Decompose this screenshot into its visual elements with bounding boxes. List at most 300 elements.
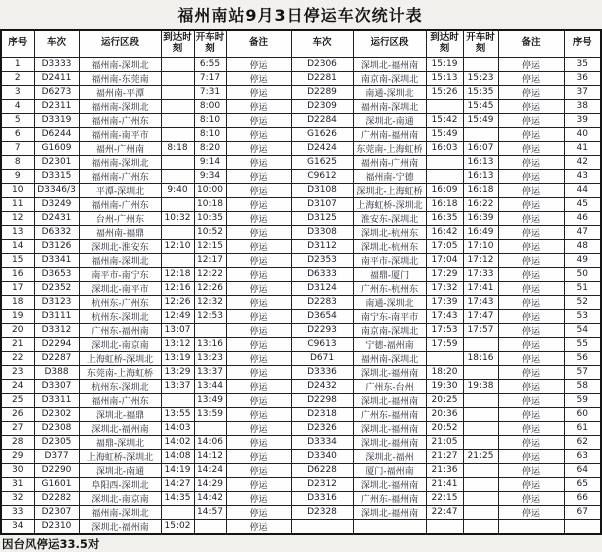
cell-section-left: 杭州东-广州东 <box>79 295 161 309</box>
cell-remark-right: 停运 <box>498 393 564 407</box>
cell-seq-right: 44 <box>564 183 601 197</box>
cell-depart-left: 14:06 <box>194 435 226 449</box>
cell-train-right: D2284 <box>291 113 353 127</box>
cell-train-left: D3249 <box>34 197 79 211</box>
table-row <box>1 85 601 99</box>
table-row <box>1 57 601 71</box>
cell-section-right: 东莞南-上海虹桥 <box>353 141 426 155</box>
cell-remark-left: 停运 <box>226 155 291 169</box>
cell-arrive-left: 15:02 <box>161 519 194 534</box>
cell-section-left: 东莞南-上海虹桥 <box>79 365 161 379</box>
cell-section-right: 深圳北-杭州东 <box>353 239 426 253</box>
cell-remark-left: 停运 <box>226 351 291 365</box>
cell-train-right: G1625 <box>291 155 353 169</box>
cell-seq-left: 34 <box>1 519 34 534</box>
table-row <box>1 323 601 337</box>
table-row <box>1 197 601 211</box>
cell-train-right: D3124 <box>291 281 353 295</box>
cell-remark-left: 停运 <box>226 337 291 351</box>
cell-train-left: D3653 <box>34 267 79 281</box>
table-row <box>1 267 601 281</box>
cell-depart-left: 6:55 <box>194 57 226 71</box>
cell-arrive-left: 14:02 <box>161 435 194 449</box>
cell-section-left: 福州南-广州东 <box>79 393 161 407</box>
cell-arrive-left: 12:16 <box>161 281 194 295</box>
cell-depart-left: 13:16 <box>194 337 226 351</box>
cell-depart-left: 9:14 <box>194 155 226 169</box>
cell-arrive-left: 10:32 <box>161 211 194 225</box>
cell-arrive-left: 13:37 <box>161 379 194 393</box>
cell-train-left: D3312 <box>34 323 79 337</box>
cell-seq-left: 8 <box>1 155 34 169</box>
col-header-seq-left: 序号 <box>1 30 34 57</box>
cell-arrive-left <box>161 155 194 169</box>
cell-train-left: D2307 <box>34 505 79 519</box>
cell-depart-left: 8:00 <box>194 99 226 113</box>
cell-seq-left: 30 <box>1 463 34 477</box>
cell-depart-left: 10:18 <box>194 197 226 211</box>
cell-arrive-right: 20:25 <box>426 393 463 407</box>
cell-depart-left: 14:24 <box>194 463 226 477</box>
cell-section-left: 深圳北-福州南 <box>79 421 161 435</box>
cell-arrive-right: 15:42 <box>426 113 463 127</box>
cell-remark-left: 停运 <box>226 421 291 435</box>
cell-seq-right: 39 <box>564 113 601 127</box>
cell-depart-right <box>463 519 498 534</box>
cell-train-right: D2353 <box>291 253 353 267</box>
cell-train-left: D6332 <box>34 225 79 239</box>
cell-seq-right: 45 <box>564 197 601 211</box>
cell-arrive-left <box>161 393 194 407</box>
cell-train-right: D3308 <box>291 225 353 239</box>
cell-seq-left: 14 <box>1 239 34 253</box>
cell-remark-right: 停运 <box>498 71 564 85</box>
cell-seq-left: 6 <box>1 127 34 141</box>
cell-depart-left: 9:34 <box>194 169 226 183</box>
cell-remark-right: 停运 <box>498 491 564 505</box>
cell-remark-left: 停运 <box>226 225 291 239</box>
cell-remark-right: 停运 <box>498 127 564 141</box>
cell-arrive-right: 15:13 <box>426 71 463 85</box>
cell-train-left: D2431 <box>34 211 79 225</box>
cell-section-left: 福州南-深圳北 <box>79 155 161 169</box>
cell-seq-right: 59 <box>564 393 601 407</box>
cell-train-right: D2293 <box>291 323 353 337</box>
cell-remark-right: 停运 <box>498 449 564 463</box>
cell-depart-right: 16:13 <box>463 155 498 169</box>
cell-seq-right: 43 <box>564 169 601 183</box>
cell-section-right: 深圳北-福州南 <box>353 393 426 407</box>
table-row <box>1 183 601 197</box>
cell-seq-right: 42 <box>564 155 601 169</box>
cell-seq-left: 5 <box>1 113 34 127</box>
col-header-section-right: 运行区段 <box>353 30 426 57</box>
cell-remark-right: 停运 <box>498 421 564 435</box>
cell-remark-right: 停运 <box>498 365 564 379</box>
cell-arrive-right: 21:36 <box>426 463 463 477</box>
cell-seq-left: 24 <box>1 379 34 393</box>
cell-depart-right <box>463 127 498 141</box>
cell-depart-left: 12:53 <box>194 309 226 323</box>
cell-section-left: 福州南-深圳北 <box>79 57 161 71</box>
cell-arrive-left <box>161 127 194 141</box>
cell-depart-right: 17:10 <box>463 239 498 253</box>
cell-section-right: 深圳北-福州南 <box>353 57 426 71</box>
cell-remark-left: 停运 <box>226 169 291 183</box>
cell-arrive-left: 13:55 <box>161 407 194 421</box>
cell-depart-right: 17:57 <box>463 323 498 337</box>
cell-section-right: 淮安东-深圳北 <box>353 211 426 225</box>
cell-section-left: 福州南-南平市 <box>79 127 161 141</box>
cell-section-left: 福州南-福鼎 <box>79 225 161 239</box>
cell-seq-right: 48 <box>564 239 601 253</box>
cell-arrive-right: 19:30 <box>426 379 463 393</box>
col-header-remark-left: 备注 <box>226 30 291 57</box>
table-row <box>1 337 601 351</box>
cell-section-left: 福州南-东莞南 <box>79 71 161 85</box>
table-row <box>1 477 601 491</box>
cell-train-left: D388 <box>34 365 79 379</box>
cell-depart-right: 17:43 <box>463 295 498 309</box>
cell-seq-right <box>564 519 601 534</box>
cell-train-left: D2352 <box>34 281 79 295</box>
cell-depart-left: 7:17 <box>194 71 226 85</box>
cell-arrive-right: 16:18 <box>426 197 463 211</box>
cell-arrive-left: 13:19 <box>161 351 194 365</box>
cell-section-left: 福州南-深圳北 <box>79 99 161 113</box>
table-row <box>1 239 601 253</box>
cell-seq-left: 11 <box>1 197 34 211</box>
cell-seq-right: 54 <box>564 323 601 337</box>
cell-remark-left: 停运 <box>226 407 291 421</box>
cell-section-right: 深圳北-福州南 <box>353 477 426 491</box>
cell-remark-right: 停运 <box>498 351 564 365</box>
cell-seq-right: 63 <box>564 449 601 463</box>
cell-remark-left: 停运 <box>226 435 291 449</box>
cell-seq-left: 1 <box>1 57 34 71</box>
header-row <box>1 30 601 57</box>
cell-remark-right: 停运 <box>498 183 564 197</box>
col-header-arrive-left: 到达时刻 <box>161 30 194 57</box>
page-title: 福州南站9月3日停运车次统计表 <box>177 6 423 25</box>
cell-remark-left: 停运 <box>226 113 291 127</box>
cell-train-right: D3334 <box>291 435 353 449</box>
cell-depart-left: 14:29 <box>194 477 226 491</box>
cell-section-right: 福州南-深圳北 <box>353 351 426 365</box>
cell-section-left: 深圳北-淮安东 <box>79 239 161 253</box>
cell-depart-right: 16:22 <box>463 197 498 211</box>
cell-seq-right: 40 <box>564 127 601 141</box>
cell-remark-right: 停运 <box>498 113 564 127</box>
cell-remark-left: 停运 <box>226 71 291 85</box>
cell-section-right: 南通-深圳北 <box>353 85 426 99</box>
table-row <box>1 141 601 155</box>
cell-arrive-right: 15:26 <box>426 85 463 99</box>
cell-section-left: 南平市-南宁东 <box>79 267 161 281</box>
cell-section-left: 深圳北-南京南 <box>79 491 161 505</box>
cell-arrive-left <box>161 57 194 71</box>
col-header-depart-left: 开车时刻 <box>194 30 226 57</box>
cell-section-left: 广州东-福州南 <box>79 323 161 337</box>
cell-section-left: 深圳北-南通 <box>79 463 161 477</box>
cell-section-right: 深圳北-杭州东 <box>353 225 426 239</box>
cell-arrive-left: 12:26 <box>161 295 194 309</box>
cell-arrive-left: 13:12 <box>161 337 194 351</box>
cell-arrive-right: 17:05 <box>426 239 463 253</box>
col-header-section-left: 运行区段 <box>79 30 161 57</box>
cell-section-left: 福州南-深圳北 <box>79 505 161 519</box>
cell-arrive-right: 17:39 <box>426 295 463 309</box>
cell-train-left: D2305 <box>34 435 79 449</box>
cell-section-left: 福州-广州南 <box>79 141 161 155</box>
cell-depart-right <box>463 421 498 435</box>
cell-section-left: 深圳北-福州南 <box>79 519 161 534</box>
cell-arrive-left <box>161 253 194 267</box>
cell-remark-right: 停运 <box>498 337 564 351</box>
cell-seq-right: 49 <box>564 253 601 267</box>
table-row <box>1 99 601 113</box>
cell-depart-right <box>463 477 498 491</box>
cell-arrive-left: 14:35 <box>161 491 194 505</box>
cell-remark-left: 停运 <box>226 253 291 267</box>
cell-train-right: D6228 <box>291 463 353 477</box>
col-header-remark-right: 备注 <box>498 30 564 57</box>
cell-section-right: 深圳北-福州南 <box>353 365 426 379</box>
cell-depart-right <box>463 337 498 351</box>
cell-train-right: D2309 <box>291 99 353 113</box>
cell-train-left: D2302 <box>34 407 79 421</box>
col-header-train-right: 车次 <box>291 30 353 57</box>
cell-section-right: 深圳北-福州南 <box>353 421 426 435</box>
cell-section-right: 福州南-深圳北 <box>353 99 426 113</box>
cell-depart-right: 16:13 <box>463 169 498 183</box>
cell-section-right: 广州南-福州南 <box>353 127 426 141</box>
cell-remark-right: 停运 <box>498 295 564 309</box>
cell-train-left: D3341 <box>34 253 79 267</box>
cell-depart-left: 14:42 <box>194 491 226 505</box>
cell-remark-right: 停运 <box>498 211 564 225</box>
cell-train-right: D2318 <box>291 407 353 421</box>
train-schedule-table <box>0 29 602 535</box>
cell-section-right: 福鼎-厦门 <box>353 267 426 281</box>
cell-depart-right: 18:16 <box>463 351 498 365</box>
cell-remark-right: 停运 <box>498 253 564 267</box>
cell-section-left: 深圳北-福鼎 <box>79 407 161 421</box>
cell-seq-left: 9 <box>1 169 34 183</box>
cell-section-right <box>353 519 426 534</box>
cell-seq-right: 67 <box>564 505 601 519</box>
cell-remark-right: 停运 <box>498 197 564 211</box>
cell-train-left: D3307 <box>34 379 79 393</box>
cell-train-left: D3123 <box>34 295 79 309</box>
col-header-arrive-right: 到达时刻 <box>426 30 463 57</box>
cell-seq-left: 23 <box>1 365 34 379</box>
cell-train-left: D3315 <box>34 169 79 183</box>
cell-section-left: 深圳北-南平市 <box>79 281 161 295</box>
cell-remark-left: 停运 <box>226 477 291 491</box>
cell-remark-right: 停运 <box>498 239 564 253</box>
cell-seq-right: 66 <box>564 491 601 505</box>
table-row <box>1 463 601 477</box>
cell-remark-left: 停运 <box>226 211 291 225</box>
cell-seq-left: 21 <box>1 337 34 351</box>
cell-arrive-left: 14:27 <box>161 477 194 491</box>
cell-remark-left: 停运 <box>226 267 291 281</box>
cell-remark-left: 停运 <box>226 183 291 197</box>
cell-remark-right: 停运 <box>498 379 564 393</box>
cell-seq-right: 41 <box>564 141 601 155</box>
cell-train-right: D3125 <box>291 211 353 225</box>
cell-seq-left: 13 <box>1 225 34 239</box>
cell-train-right <box>291 519 353 534</box>
cell-section-right: 深圳北-福州 <box>353 449 426 463</box>
cell-remark-left: 停运 <box>226 449 291 463</box>
cell-arrive-left <box>161 85 194 99</box>
cell-train-left: D2294 <box>34 337 79 351</box>
cell-section-right: 广州东-杭州东 <box>353 281 426 295</box>
table-row <box>1 309 601 323</box>
table-row <box>1 421 601 435</box>
cell-remark-left: 停运 <box>226 127 291 141</box>
cell-seq-left: 26 <box>1 407 34 421</box>
cell-train-right: D2281 <box>291 71 353 85</box>
cell-seq-left: 3 <box>1 85 34 99</box>
cell-train-left: D2301 <box>34 155 79 169</box>
cell-arrive-right: 16:03 <box>426 141 463 155</box>
cell-depart-right: 17:12 <box>463 253 498 267</box>
cell-arrive-right: 20:36 <box>426 407 463 421</box>
cell-remark-left: 停运 <box>226 141 291 155</box>
cell-remark-left: 停运 <box>226 309 291 323</box>
cell-seq-left: 10 <box>1 183 34 197</box>
cell-depart-right: 16:07 <box>463 141 498 155</box>
table-row <box>1 365 601 379</box>
cell-arrive-right: 21:27 <box>426 449 463 463</box>
cell-remark-left: 停运 <box>226 519 291 534</box>
cell-seq-left: 20 <box>1 323 34 337</box>
cell-depart-right: 16:18 <box>463 183 498 197</box>
cell-seq-left: 16 <box>1 267 34 281</box>
cell-train-right: D6333 <box>291 267 353 281</box>
cell-remark-right: 停运 <box>498 155 564 169</box>
cell-arrive-right <box>426 519 463 534</box>
cell-arrive-right: 20:52 <box>426 421 463 435</box>
cell-arrive-right: 22:15 <box>426 491 463 505</box>
cell-seq-right: 52 <box>564 295 601 309</box>
cell-arrive-left <box>161 505 194 519</box>
cell-arrive-left: 12:10 <box>161 239 194 253</box>
cell-arrive-left: 13:07 <box>161 323 194 337</box>
cell-depart-left: 10:00 <box>194 183 226 197</box>
cell-depart-right: 17:47 <box>463 309 498 323</box>
cell-depart-right: 17:33 <box>463 267 498 281</box>
table-row <box>1 295 601 309</box>
cell-train-left: D3346/3 <box>34 183 79 197</box>
cell-train-right: G1626 <box>291 127 353 141</box>
table-row <box>1 407 601 421</box>
cell-section-left: 台州-广州东 <box>79 211 161 225</box>
cell-arrive-right: 17:32 <box>426 281 463 295</box>
cell-section-left: 杭州东-深圳北 <box>79 309 161 323</box>
cell-seq-left: 17 <box>1 281 34 295</box>
cell-section-left: 福州南-平潭 <box>79 85 161 99</box>
cell-arrive-right: 18:20 <box>426 365 463 379</box>
cell-arrive-left: 14:08 <box>161 449 194 463</box>
cell-depart-right: 21:25 <box>463 449 498 463</box>
cell-train-left: D3111 <box>34 309 79 323</box>
cell-train-right: D3336 <box>291 365 353 379</box>
cell-seq-right: 35 <box>564 57 601 71</box>
cell-arrive-left <box>161 99 194 113</box>
cell-train-right: D2289 <box>291 85 353 99</box>
cell-section-right: 广州东-福州南 <box>353 407 426 421</box>
cell-seq-left: 18 <box>1 295 34 309</box>
cell-train-right: D3654 <box>291 309 353 323</box>
cell-arrive-left: 14:03 <box>161 421 194 435</box>
cell-seq-left: 4 <box>1 99 34 113</box>
cell-section-right: 南平市-深圳北 <box>353 253 426 267</box>
cell-depart-right: 16:49 <box>463 225 498 239</box>
col-header-depart-right: 开车时刻 <box>463 30 498 57</box>
cell-remark-right: 停运 <box>498 141 564 155</box>
table-row <box>1 491 601 505</box>
cell-seq-left: 2 <box>1 71 34 85</box>
cell-seq-right: 64 <box>564 463 601 477</box>
cell-train-right: D3108 <box>291 183 353 197</box>
table-row <box>1 435 601 449</box>
cell-depart-left: 14:12 <box>194 449 226 463</box>
cell-remark-left: 停运 <box>226 57 291 71</box>
table-row <box>1 155 601 169</box>
cell-section-left: 福州南-广州东 <box>79 197 161 211</box>
cell-depart-right <box>463 407 498 421</box>
table-row <box>1 393 601 407</box>
cell-train-right: C9613 <box>291 337 353 351</box>
cell-remark-left: 停运 <box>226 365 291 379</box>
cell-section-left: 福州南-广州东 <box>79 113 161 127</box>
cell-remark-right: 停运 <box>498 57 564 71</box>
table-row <box>1 519 601 534</box>
cell-arrive-right: 16:09 <box>426 183 463 197</box>
cell-arrive-right <box>426 99 463 113</box>
cell-train-right: D2312 <box>291 477 353 491</box>
cell-arrive-left <box>161 225 194 239</box>
cell-remark-left: 停运 <box>226 379 291 393</box>
cell-train-left: D6273 <box>34 85 79 99</box>
cell-depart-left: 12:32 <box>194 295 226 309</box>
cell-arrive-left: 9:40 <box>161 183 194 197</box>
cell-train-left: D2287 <box>34 351 79 365</box>
cell-train-right: D2328 <box>291 505 353 519</box>
cell-seq-right: 51 <box>564 281 601 295</box>
cell-section-right: 南宁东-南平市 <box>353 309 426 323</box>
cell-section-right: 上海虹桥-深圳北 <box>353 197 426 211</box>
cell-depart-left: 8:20 <box>194 141 226 155</box>
table-body <box>1 57 601 534</box>
cell-seq-right: 50 <box>564 267 601 281</box>
cell-depart-right <box>463 463 498 477</box>
cell-seq-right: 47 <box>564 225 601 239</box>
cell-train-left: D377 <box>34 449 79 463</box>
cell-seq-left: 15 <box>1 253 34 267</box>
cell-depart-right: 16:39 <box>463 211 498 225</box>
cell-section-right: 深圳北-福州南 <box>353 435 426 449</box>
cell-seq-left: 19 <box>1 309 34 323</box>
cell-arrive-right: 21:05 <box>426 435 463 449</box>
cell-remark-right: 停运 <box>498 323 564 337</box>
cell-train-right: D2298 <box>291 393 353 407</box>
cell-seq-left: 28 <box>1 435 34 449</box>
